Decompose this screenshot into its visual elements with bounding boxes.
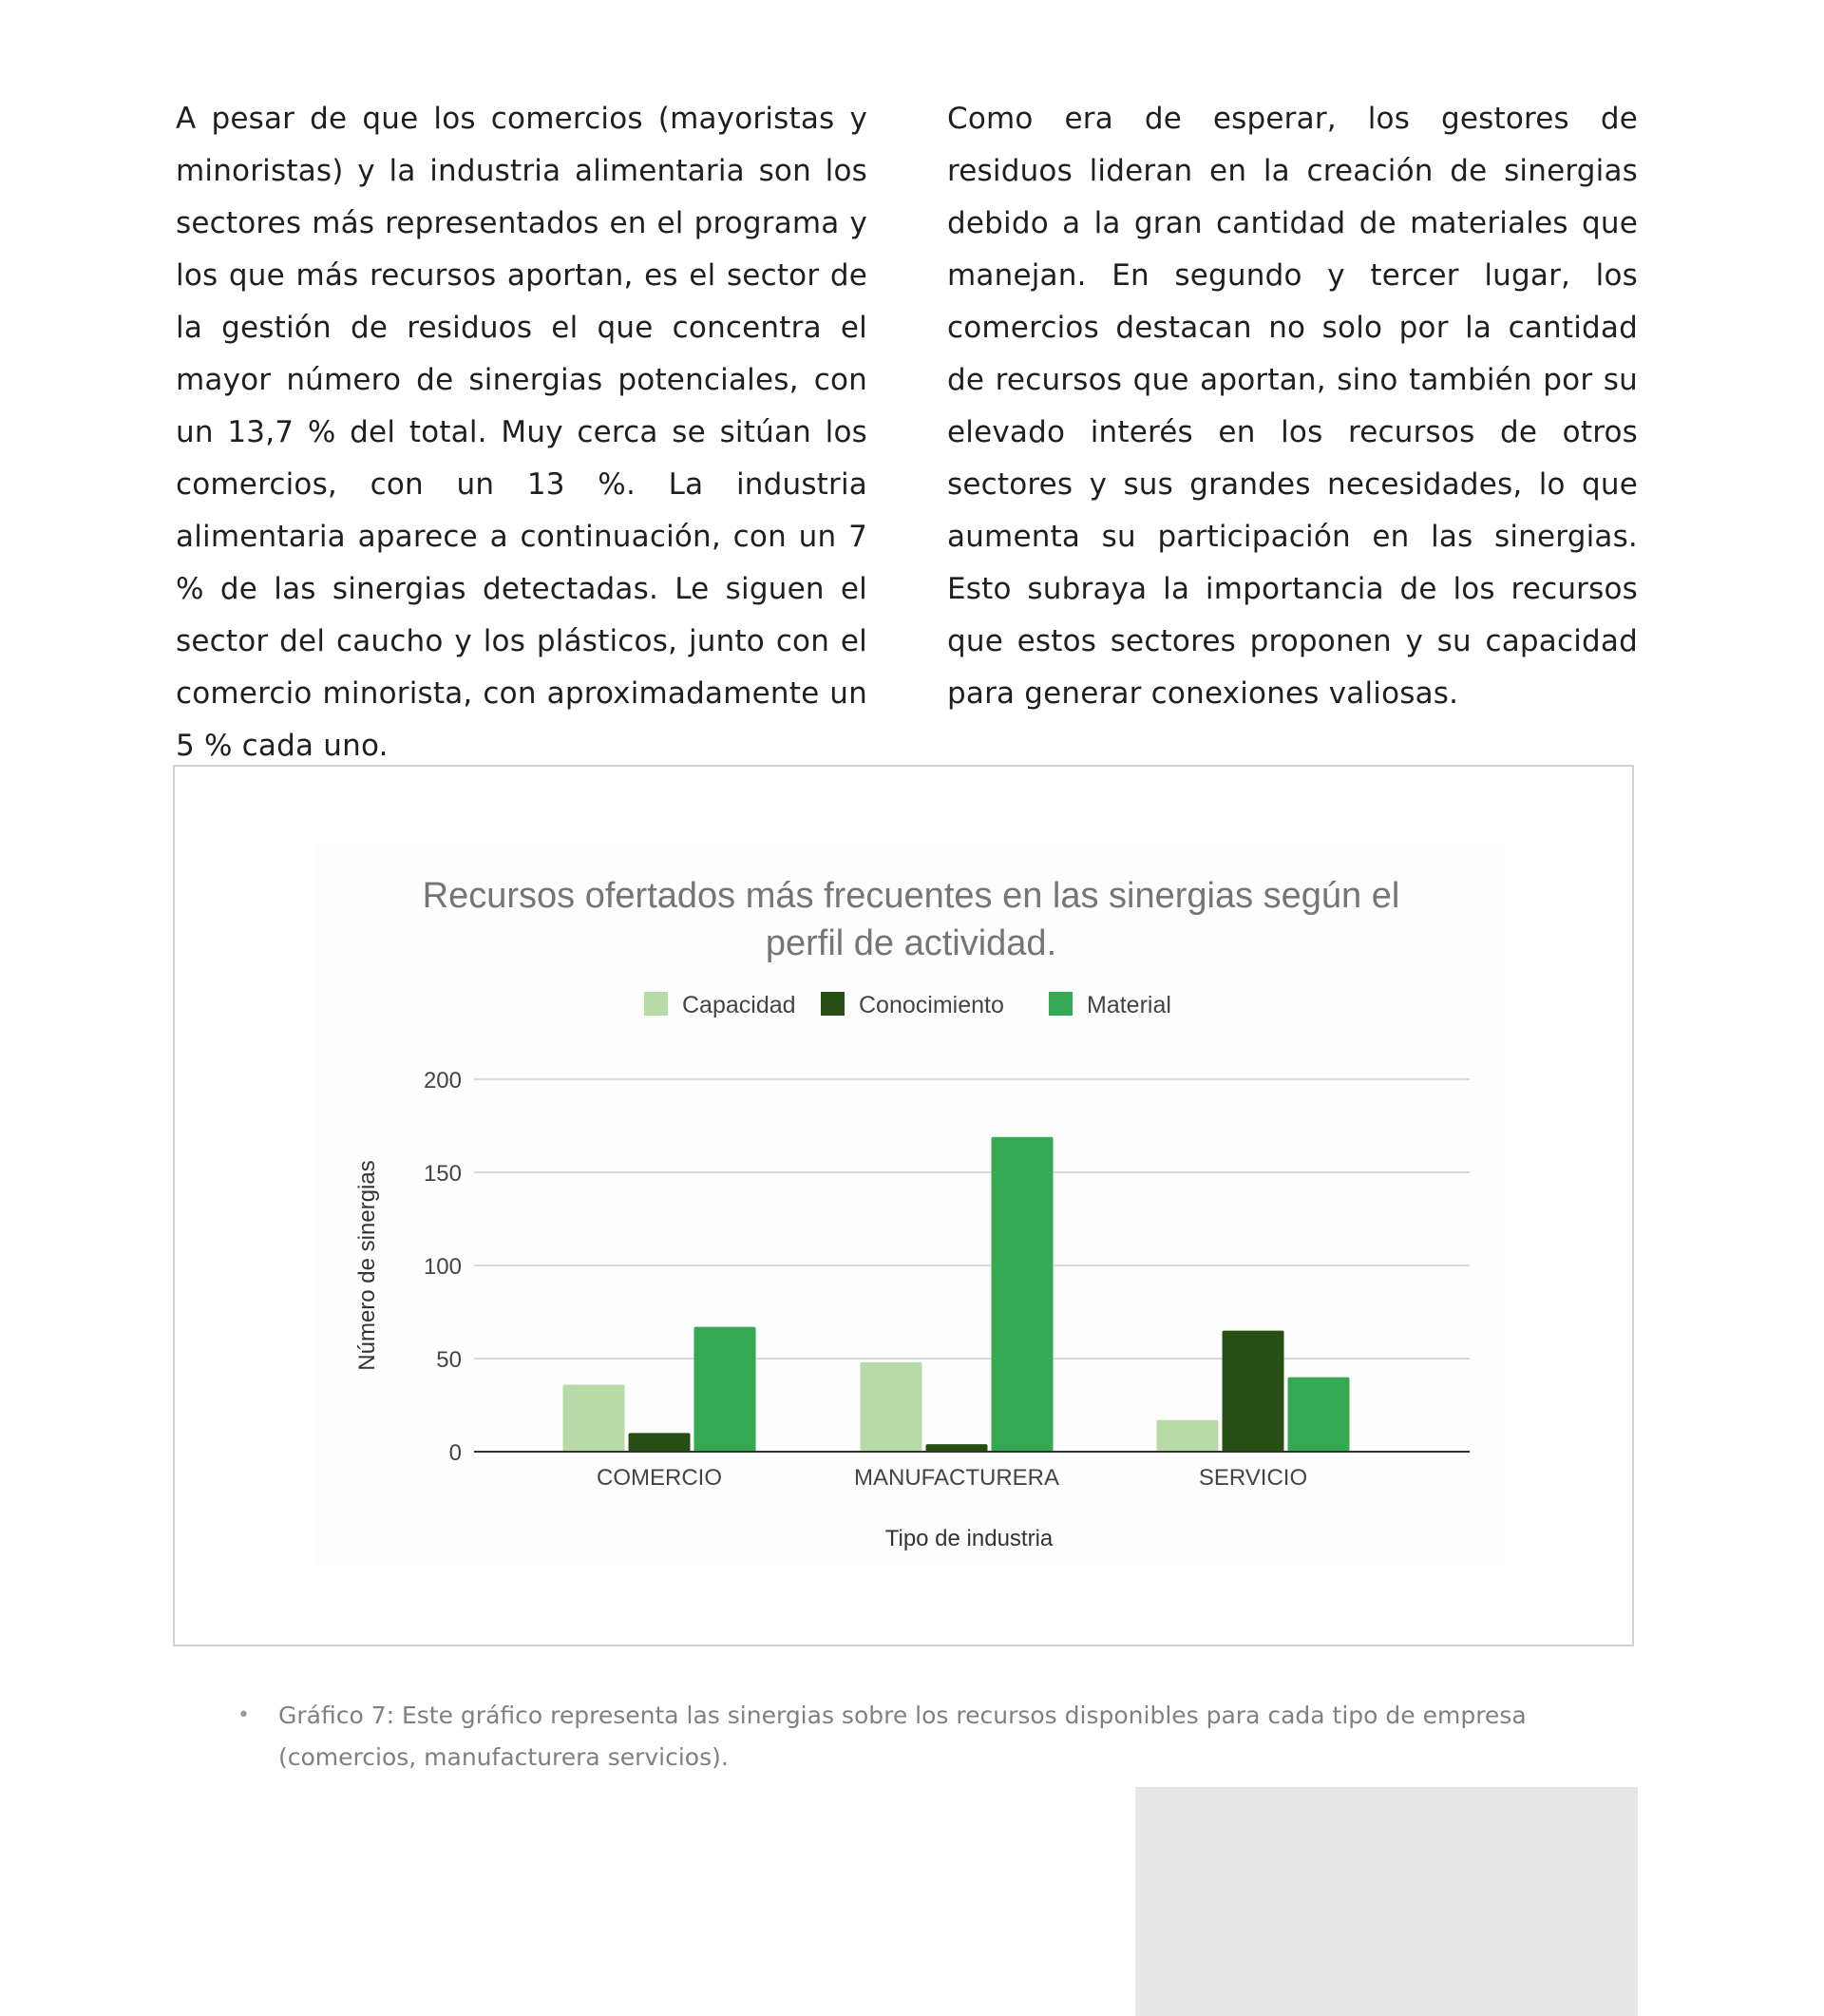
legend-swatch-conocimiento (821, 992, 845, 1016)
caption-item (238, 1695, 1568, 1778)
y-axis-title: Número de sinergias (354, 1160, 380, 1371)
y-tick-label-100: 100 (423, 1254, 462, 1280)
y-tick-label-0: 0 (448, 1440, 462, 1466)
bar-servicio-material (1288, 1378, 1350, 1452)
y-tick-label-150: 150 (423, 1161, 462, 1187)
legend-swatch-material (1049, 992, 1073, 1016)
x-tick-label-comercio: COMERCIO (597, 1465, 722, 1491)
x-axis-title: Tipo de industria (884, 1526, 1054, 1551)
legend-label-capacidad: Capacidad (682, 992, 796, 1018)
right-paragraph: Como era de esperar, los gestores de residuos lideran en la creación de sinergias debido a la gran cantidad de materiales que manejan. En segundo y tercer lugar, los comercios destacan no solo por la cantidad de recursos que aportan, sino también por su elevado interés en los recursos de otros sectores y sus grandes necesidades, lo que aumenta su participación en las sinergias. Esto subraya la importancia de los recursos que estos sectores proponen y su capacidad para generar conexiones valiosas. (947, 102, 1638, 711)
bar-comercio-conocimiento (629, 1433, 691, 1452)
chart-title-line-2: perfil de actividad. (765, 923, 1057, 963)
legend-label-material: Material (1087, 992, 1171, 1018)
bar-manufacturera-conocimiento (926, 1444, 988, 1452)
gray-placeholder-block (1135, 1787, 1638, 2016)
bar-servicio-capacidad (1157, 1420, 1219, 1452)
y-tick-label-200: 200 (423, 1068, 462, 1094)
chart-frame (173, 765, 1634, 1646)
figure-caption (238, 1695, 1568, 1778)
legend-swatch-capacidad (644, 992, 668, 1016)
bar-chart (317, 843, 1505, 1565)
bar-manufacturera-capacidad (861, 1362, 922, 1452)
x-tick-label-servicio: SERVICIO (1198, 1465, 1308, 1491)
bar-servicio-conocimiento (1223, 1331, 1284, 1452)
bar-comercio-material (694, 1327, 756, 1452)
bullet-icon: • (238, 1703, 250, 1727)
left-paragraph: A pesar de que los comercios (mayoristas y minoristas) y la industria alimentaria son los sectores más representados en el programa y los que más recursos aportan, es el sector de la gestión de residuos el que concentra el mayor número de sinergias potenciales, con un 13,7 % del total. Muy cerca se sitúan los comercios, con un 13 %. La industria alimentaria aparece a continuación, con un 7 % de las sinergias detectadas. Le siguen el sector del caucho y los plásticos, junto con el comercio minorista, con aproximadamente un 5 % cada uno. (176, 102, 867, 763)
bar-comercio-capacidad (563, 1384, 625, 1452)
bar-manufacturera-material (992, 1137, 1054, 1452)
caption-text: Gráfico 7: Este gráfico representa las sinergias sobre los recursos disponibles para cada tipo de empresa (comercios, manufacturera servicios). (278, 1702, 1527, 1771)
legend-label-conocimiento: Conocimiento (859, 992, 1004, 1018)
y-tick-label-50: 50 (436, 1347, 462, 1373)
x-tick-label-manufacturera: MANUFACTURERA (853, 1465, 1060, 1491)
chart-area (317, 843, 1505, 1565)
chart-title-line-1: Recursos ofertados más frecuentes en las sinergias según el (422, 876, 1400, 916)
